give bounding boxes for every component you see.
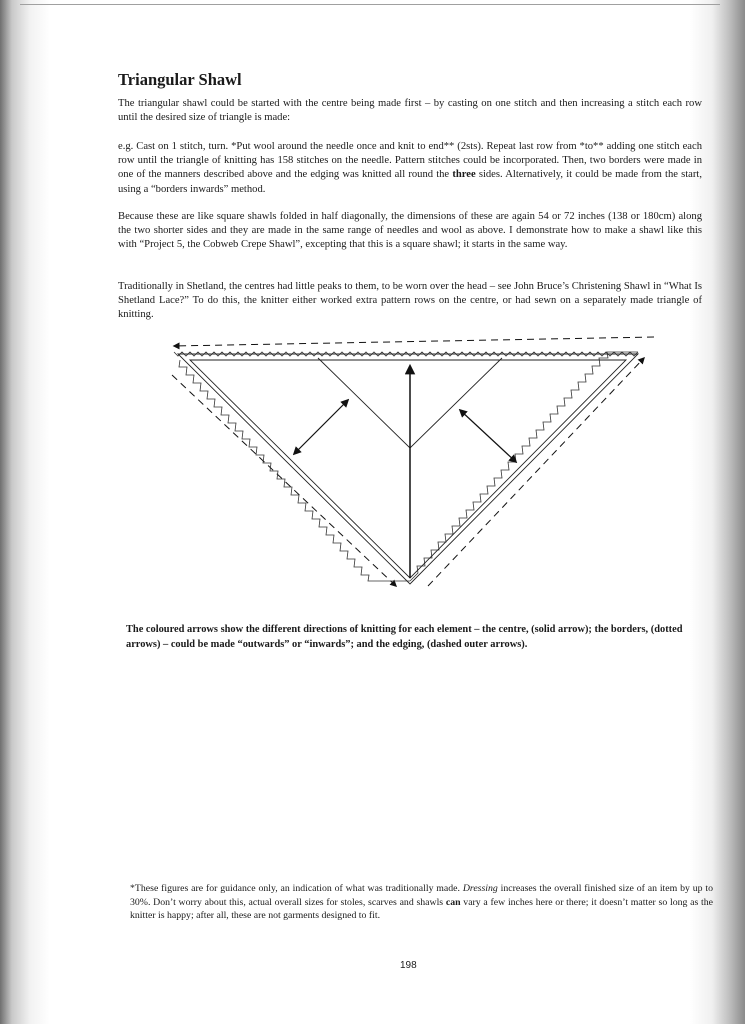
shawl-diagram [160, 330, 660, 592]
footnote [130, 882, 713, 923]
edging-left-zigzag [179, 360, 410, 581]
footnote-text-middle: increases the overall finished size of an item by up to 30%. Don’t worry about this, actual overall sizes for stoles, scarves and shawls [130, 883, 713, 908]
page-number: 198 [400, 960, 417, 971]
dimensions-paragraph: Because these are like square shawls folded in half diagonally, the dimensions of these are again 54 or 72 inches (138 or 180cm) along the two shorter sides and they are made in the same range of needles and wool as above. I demonstrate how to make a shawl like this with “Project 5, the Cobweb Crepe Shawl”, excepting that this is a square shawl; it starts in the same way. [118, 211, 702, 251]
edging-right-arrow [428, 358, 644, 586]
example-bold-word: three [452, 169, 476, 181]
footnote-italic-word: Dressing [462, 883, 498, 894]
figure-caption: The coloured arrows show the different directions of knitting for each element – the centre, (solid arrow); the borders, (dotted arrows) – could be made “outwards” or “inwards”; and the edging, (dashed outer arrows). [126, 624, 683, 650]
example-paragraph [118, 140, 702, 197]
page-top-rule [20, 4, 720, 5]
section-title: Triangular Shawl [118, 70, 242, 89]
footnote-text-start: *These figures are for guidance only, an indication of what was traditionally made. [130, 883, 463, 894]
footnote-text-end: vary a few inches here or there; it doesn’t matter so long as the knitter is happy; after all, these are not garments designed to fit. [130, 896, 714, 922]
right-border-arrow [460, 410, 516, 462]
left-border-arrow [294, 400, 348, 454]
edging-left-arrow [172, 375, 396, 586]
tradition-paragraph: Traditionally in Shetland, the centres had little peaks to them, to be worn over the head – see John Bruce’s Christening Shawl in “What Is Shetland Lace?” To do this, the knitter either worked extra pattern rows on the centre, or had sewn on a separately made triangle of knitting. [118, 281, 702, 321]
edging-arrows-dashed [172, 337, 654, 586]
edging-top-arrow [174, 337, 654, 346]
example-text-end: sides. Alternatively, it could be made from the start, using a “borders inwards” method. [118, 169, 702, 195]
footnote-bold-word: can [445, 896, 461, 908]
intro-paragraph: The triangular shawl could be started with the centre being made first – by casting on one stitch and then increasing a stitch each row until the desired size of triangle is made: [118, 98, 702, 124]
example-text-start: e.g. Cast on 1 stitch, turn. *Put wool around the needle once and knit to end** (2sts). Repeat last row from *to** adding one stitch each row until the triangle of knitting has 158 stitches on the needle. Pattern stitches could be incorporated. Then, two borders were made in one of the manners described above and the edging was knitted all round the [118, 141, 702, 181]
lace-edging-zigzag [174, 352, 638, 581]
outer-triangle [178, 354, 638, 584]
edging-right-zigzag [410, 352, 638, 581]
shawl-outline [178, 354, 638, 584]
inner-border-triangle [190, 360, 626, 578]
